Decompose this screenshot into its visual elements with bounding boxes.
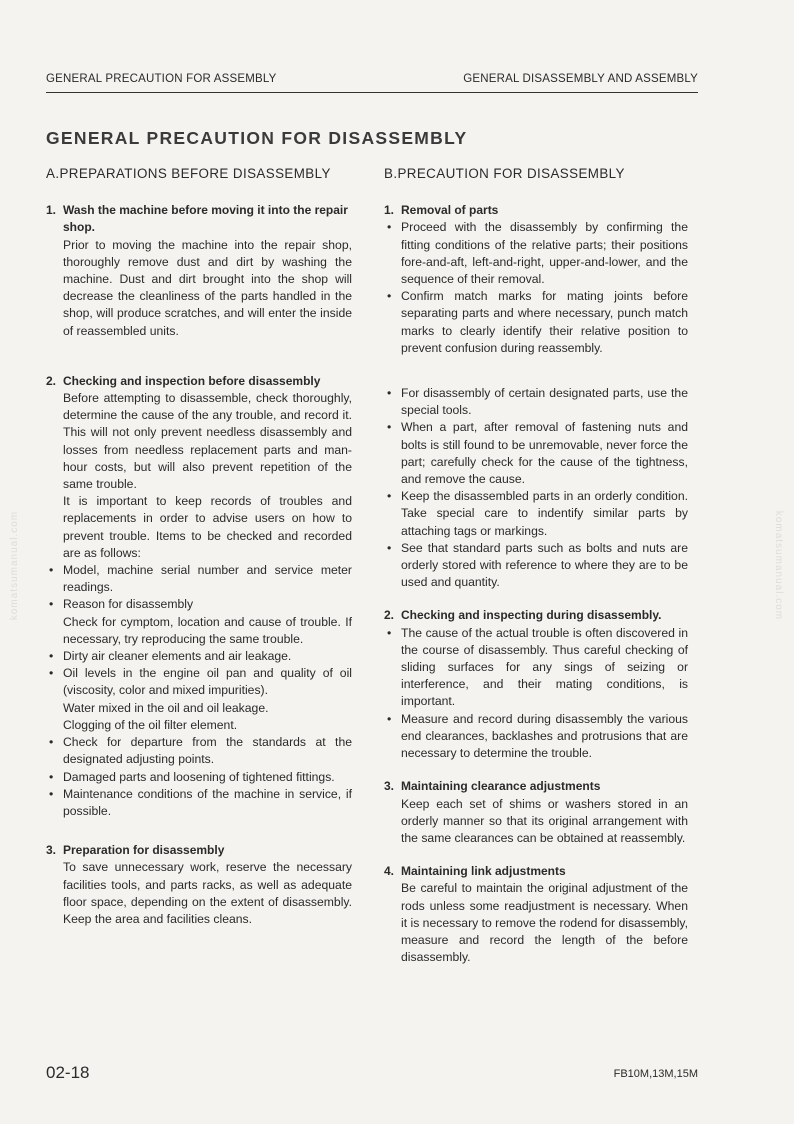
list-item: • Dirty air cleaner elements and air leakage. (49, 649, 292, 664)
item-number: 2. (384, 608, 395, 623)
list-item: • See that standard parts such as bolts and nuts are orderly stored with reference to where they are to be used and quantity. (387, 540, 688, 590)
item-title (46, 842, 352, 859)
list-item-detail: Water mixed in the oil and oil leakage. (63, 700, 269, 715)
item-number: 2. (46, 373, 57, 388)
header-rule (46, 92, 698, 93)
item-link-adjustments (384, 863, 688, 966)
watermark-right: komatsumanual.com (773, 510, 785, 621)
model-designation: FB10M,13M,15M (613, 1068, 698, 1080)
running-header-right: GENERAL DISASSEMBLY AND ASSEMBLY (463, 73, 698, 85)
spacer (46, 356, 352, 373)
running-header-left: GENERAL PRECAUTION FOR ASSEMBLY (46, 73, 277, 85)
list-item: • Damaged parts and loosening of tightened fittings. (49, 769, 335, 784)
item-removal-of-parts (384, 202, 688, 591)
list-item: • Measure and record during disassembly the various end clearances, backlashes and protrusions that are necessary to determine the trouble. (387, 711, 688, 761)
item-title (384, 202, 688, 219)
item-title-text: Checking and inspection before disassembly (63, 373, 321, 388)
list-item-detail: Clogging of the oil filter element. (63, 717, 238, 732)
item-number: 1. (46, 203, 57, 218)
item-checking-during (384, 607, 688, 762)
right-column (384, 165, 688, 982)
item-clearance-adjustments (384, 778, 688, 847)
list-item: • Reason for disassembly (49, 597, 194, 612)
item-number: 3. (384, 779, 395, 794)
item-number: 1. (384, 203, 395, 218)
item-title (46, 202, 352, 236)
item-number: 4. (384, 864, 395, 879)
item-title-text: Wash the machine before moving it into the repair shop. (63, 203, 348, 235)
list-item: • Check for departure from the standards at the designated adjusting points. (49, 735, 352, 767)
left-column (46, 165, 352, 944)
list-item: • Oil levels in the engine oil pan and quality of oil (viscosity, color and mixed impurities). (49, 666, 352, 698)
item-title-text: Maintaining link adjustments (401, 864, 566, 879)
item-title-text: Removal of parts (401, 203, 499, 218)
bullet-list (46, 562, 352, 820)
paragraph: To save unnecessary work, reserve the necessary facilities tools, and parts racks, as well as adequate floor space, depending on the extent of disassembly. Keep the area and facilities cleans. (63, 860, 352, 926)
item-title (46, 373, 352, 390)
list-item: • Confirm match marks for mating joints before separating parts and where necessary, punch match marks to clearly identify their relative position to prevent confusion during reassembly. (387, 289, 688, 355)
list-item: • For disassembly of certain designated parts, use the special tools. (387, 386, 688, 418)
item-title (384, 607, 688, 624)
item-title-text: Checking and inspecting during disassembly. (401, 608, 662, 623)
paragraph: Before attempting to disassemble, check thoroughly, determine the cause of the any trouble, and record it. This will not only prevent needless disassembly and losses from needless replacement parts and man-hour costs, but will also prevent repetition of the same trouble. (63, 391, 352, 492)
list-item: • The cause of the actual trouble is often discovered in the course of disassembly. Thus careful checking of sliding surfaces for any sings of seizing or interference, and their mating conditions, is important. (387, 625, 688, 709)
list-item: • Maintenance conditions of the machine in service, if possible. (49, 786, 352, 818)
item-number: 3. (46, 843, 57, 858)
item-title (384, 863, 688, 880)
item-checking-before (46, 373, 352, 820)
item-title-text: Maintaining clearance adjustments (401, 779, 601, 794)
watermark-left: komatsumanual.com (9, 510, 21, 621)
item-title (384, 778, 688, 795)
section-heading-b: B.PRECAUTION FOR DISASSEMBLY (384, 166, 625, 181)
paragraph: Prior to moving the machine into the repair shop, thoroughly remove dust and dirt by washing the machine. Dust and dirt brought into the shop will decrease the cleanliness of the parts handled in the shop, will produce scratches, and will enter the inside of reassembled units. (63, 237, 352, 338)
list-item: • Proceed with the disassembly by confirming the fitting conditions of the relative parts; their positions fore-and-aft, left-and-right, upper-and-lower, and the sequence of their removal. (387, 220, 688, 287)
item-preparation (46, 842, 352, 928)
page-title: GENERAL PRECAUTION FOR DISASSEMBLY (46, 128, 468, 148)
paragraph: It is important to keep records of troubles and replacements in order to advise users on how to prevent trouble. Items to be checked and recorded are as follows: (63, 494, 352, 560)
item-title-text: Preparation for disassembly (63, 843, 225, 858)
paragraph: Be careful to maintain the original adjustment of the rods unless some readjustment is necessary. When it is necessary to remove the rodend for disassembly, measure and record the length of the before disassembly. (401, 881, 688, 965)
list-item: • When a part, after removal of fastening nuts and bolts is still found to be unremovable, never force the part; carefully check for the cause of the tightness, and remove the cause. (387, 420, 688, 487)
paragraph: Keep each set of shims or washers stored in an orderly manner so that its original arrangement with the same clearances can be obtained at reassembly. (401, 796, 688, 845)
list-item: • Model, machine serial number and service meter readings. (49, 563, 352, 595)
spacer (384, 357, 688, 385)
bullet-list (384, 625, 688, 763)
list-item-detail: Check for cymptom, location and cause of trouble. If necessary, try reproducing the same trouble. (63, 614, 352, 646)
page-number: 02-18 (46, 1063, 90, 1082)
item-wash-machine (46, 202, 352, 340)
section-heading-a: A.PREPARATIONS BEFORE DISASSEMBLY (46, 166, 331, 181)
bullet-list (384, 219, 688, 591)
list-item: • Keep the disassembled parts in an orderly condition. Take special care to indentify similar parts by attaching tags or markings. (387, 489, 688, 538)
